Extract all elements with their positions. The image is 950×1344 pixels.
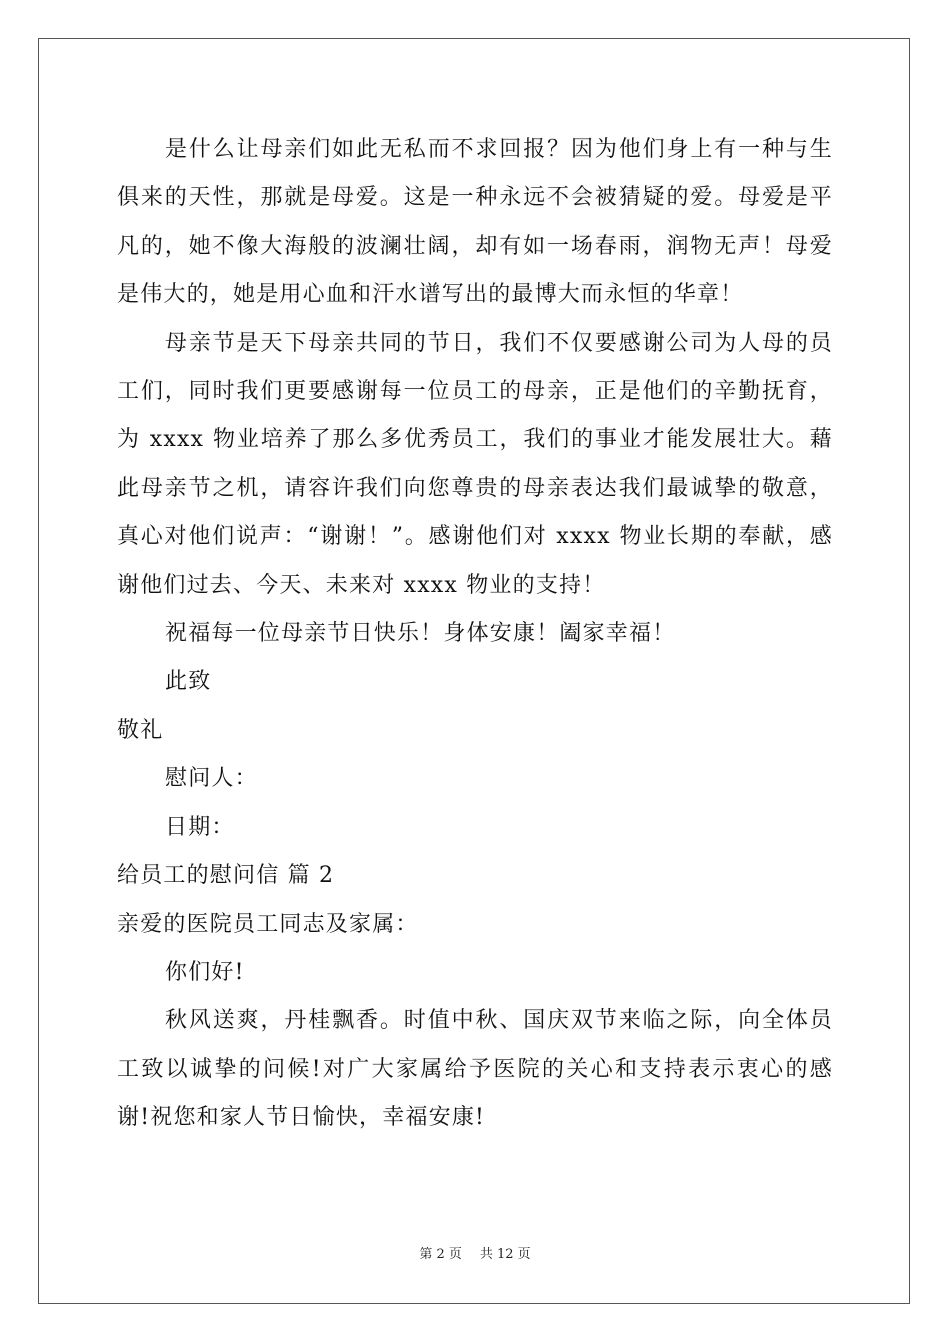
paragraph-blessing: 祝福每一位母亲节日快乐！身体安康！阖家幸福！ — [165, 621, 676, 647]
closing-cizhi: 此致 — [165, 669, 212, 695]
page-footer — [0, 1247, 950, 1263]
page-total: 共 12 页 — [479, 1247, 531, 1262]
date-label: 日期： — [165, 814, 235, 840]
signer-label: 慰问人： — [165, 766, 258, 792]
closing-jingli: 敬礼 — [117, 717, 164, 743]
paragraph-mid-autumn: 秋风送爽，丹桂飘香。时值中秋、国庆双节来临之际，向全体员工致以诚挚的问候!对广大家属给予医院的关心和支持表示衷心的感谢!祝您和家人节日愉快，幸福安康! — [117, 1008, 833, 1131]
greeting: 你们好! — [165, 959, 245, 985]
salutation: 亲爱的医院员工同志及家属： — [117, 911, 419, 937]
paragraph-mothers-day: 母亲节是天下母亲共同的节日，我们不仅要感谢公司为人母的员工们，同时我们更要感谢每一位员工的母亲，正是他们的辛勤抚育，为 xxxx 物业培养了那么多优秀员工，我们的事业才能发展壮大。藉此母亲节之机，请容许我们向您尊贵的母亲表达我们最诚挚的敬意，真心对他们说声：“谢谢！”。感谢他们对 xxxx 物业长期的奉献，感谢他们过去、今天、未来对 xxxx 物业的支持！ — [117, 330, 833, 598]
paragraph-mother-love: 是什么让母亲们如此无私而不求回报？因为他们身上有一种与生俱来的天性，那就是母爱。这是一种永远不会被猜疑的爱。母爱是平凡的，她不像大海般的波澜壮阔，却有如一场春雨，润物无声！母爱是伟大的，她是用心血和汗水谱写出的最博大而永恒的华章！ — [117, 137, 833, 308]
document-body — [117, 126, 833, 1143]
section-heading: 给员工的慰问信 篇 2 — [117, 863, 335, 889]
page-number: 第 2 页 — [419, 1247, 462, 1262]
